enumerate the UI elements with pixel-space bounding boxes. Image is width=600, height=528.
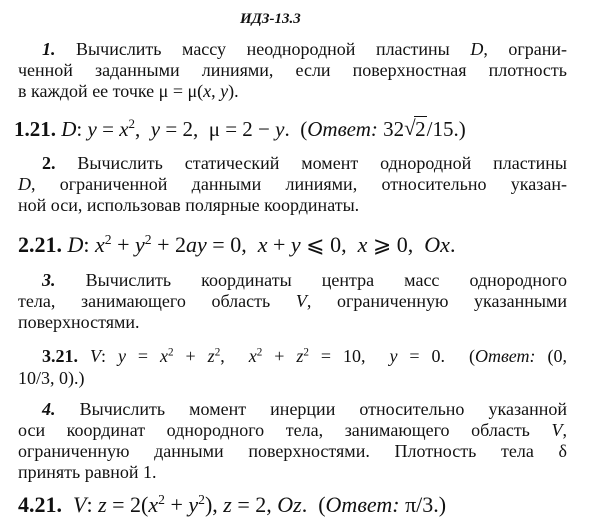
problem-3-variant-21: 3.21. V: $y = x^2 + z^2$, $x^2 + z^2 = 10$, y = 0. (Ответ: (0, <box>42 346 567 366</box>
problem-4-variant-21: 4.21. V: $z = 2(x^2 + y^2)$, z = 2, Oz. (Ответ: π/3.) <box>18 491 447 517</box>
problem-2-line-1: 2. Вычислить статический момент однородной пластины <box>42 153 567 173</box>
problem-2-line-2: D, ограниченной данными линиями, относительно указан- <box>18 174 567 194</box>
problem-4-line-1: 4. Вычислить момент инерции относительно указанной <box>42 399 567 419</box>
problem-2-variant-21: 2.21. D: $x^2 + y^2 + 2ay = 0$, x + y ⩽ 0, x ⩾ 0, Ox. <box>18 231 456 257</box>
problem-4-line-4: принять равной 1. <box>18 462 157 482</box>
problem-1-variant-21: 1.21. D: $y = x^2$, y = 2, μ = 2 − y. (Ответ: 32 √ 2/15.) <box>14 116 466 141</box>
problem-2-line-3: ной оси, использовав полярные координаты. <box>18 195 360 215</box>
problem-1-line-2: ченной заданными линиями, если поверхностная плотность <box>18 60 567 80</box>
problem-3-line-2: тела, занимающего область V, ограниченную указанными <box>18 291 567 311</box>
problem-4-line-3: ограниченную данными поверхностями. Плотность тела δ <box>18 441 567 461</box>
problem-3-line-3: поверхностями. <box>18 312 140 332</box>
problem-3-line-1: 3. Вычислить координаты центра масс однородного <box>42 270 567 290</box>
problem-3-answer-continued: 10/3, 0).) <box>18 368 85 388</box>
page-title: ИДЗ-13.3 <box>240 11 301 27</box>
problem-1-line-3: в каждой ее точке μ = μ(x, y). <box>18 81 239 101</box>
problem-4-line-2: оси координат однородного тела, занимающего область V, <box>18 420 567 440</box>
problem-1-line-1: 1. Вычислить массу неоднородной пластины D, ограни- <box>42 39 567 59</box>
